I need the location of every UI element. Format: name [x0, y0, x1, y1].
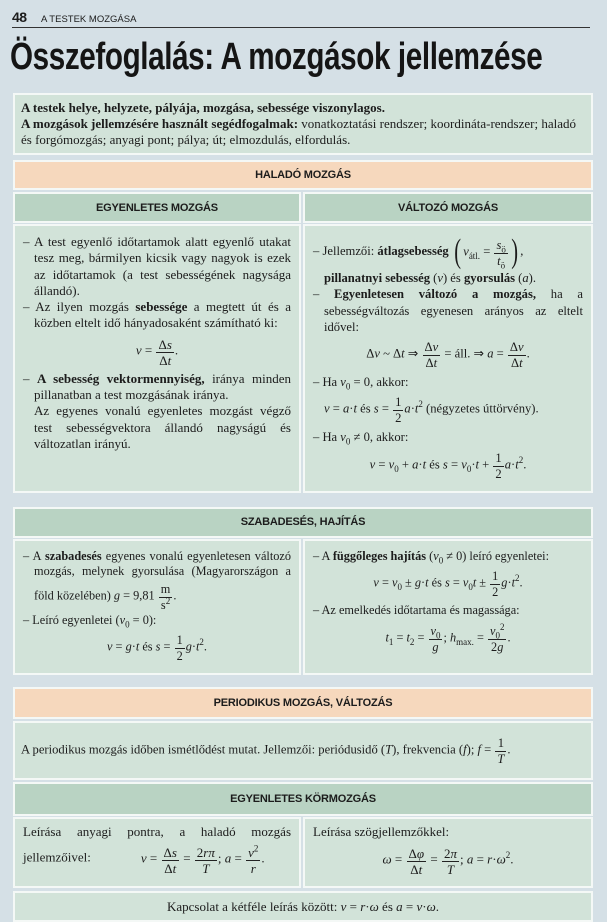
superscript: 2	[505, 849, 511, 860]
math-variable: g	[414, 575, 422, 590]
subscript: 0	[495, 630, 500, 641]
list-item: – Jellemzői: átlagsebesség ( $v_{átl.}$ = $\frac{s_ö}{t_ö}$ ) ,	[313, 234, 583, 270]
denominator: $s^2$	[160, 595, 171, 612]
math-variable: a	[343, 401, 350, 416]
math-variable: a	[504, 457, 512, 472]
math-variable: g	[185, 639, 192, 654]
superscript: 2	[518, 454, 524, 465]
kormozgas-right	[303, 817, 593, 887]
periodikus-content: A periodikus mozgás időben ismétlődést mutat. Jellemzői: periódusidő (T), frekvencia (f); f = $\frac{1}{T}$ .	[13, 721, 593, 780]
bold-text: gyorsulás	[463, 271, 516, 285]
math-variable: r	[250, 860, 256, 876]
fraction	[156, 335, 173, 368]
numerator: 1	[495, 450, 502, 465]
math-variable: v	[248, 844, 254, 860]
left-paren: (	[454, 233, 461, 270]
math-variable: v	[374, 346, 380, 361]
math-variable: v	[461, 457, 467, 472]
superscript: 2	[514, 573, 520, 584]
subscript: 0	[438, 555, 444, 566]
math-variable: h	[449, 630, 457, 645]
math-variable: t	[515, 457, 519, 472]
list-item: – Leíró egyenletei $(v_0 = 0)$:	[23, 613, 291, 629]
math-variable: t	[195, 639, 200, 654]
fraction	[495, 734, 506, 767]
bold-text: pillanatnyi sebesség	[324, 271, 431, 285]
math-variable: t	[418, 861, 423, 877]
heading-halado-mozgas: HALADÓ MOZGÁS	[13, 160, 593, 190]
math-variable: a	[396, 898, 403, 914]
math-variable: t	[401, 346, 405, 361]
denominator: Δt	[510, 356, 523, 371]
paragraph: Leírása anyagi pontra, a haladó mozgás jellemzőivel:	[23, 824, 291, 865]
formula: v = $\frac{\Delta s}{\Delta t}$ .	[135, 336, 179, 368]
bold-text: szabadesés	[44, 548, 102, 563]
math-variable: rπ	[203, 844, 215, 860]
numerator: 1	[492, 569, 499, 584]
fraction	[494, 236, 507, 269]
denominator: 2	[492, 585, 499, 600]
paragraph: Az egyenes vonalú egyenletes mozgást végző test sebességvektora állandó nagyságú és változatlan irányú.	[34, 403, 291, 451]
numerator: Δs	[163, 844, 177, 860]
math-variable: s	[444, 575, 450, 590]
formula: v = g·t és s = $\frac{1}{2}$ $g\cdot t^2$.	[107, 633, 207, 664]
math-variable: a	[404, 401, 411, 416]
math-variable: v	[518, 340, 524, 355]
kormozgas-left	[13, 817, 301, 887]
list-item: – A sebesség vektormennyiség, iránya minden pillanatban a test mozgásának iránya.	[23, 371, 291, 404]
subscript: 0	[345, 381, 351, 392]
list-item: – Az emelkedés időtartama és magassága:	[313, 603, 583, 619]
math-variable: v	[463, 243, 469, 258]
math-variable: ω	[382, 851, 392, 867]
intro-line-1	[21, 100, 585, 116]
subscript: 1	[388, 636, 394, 647]
list-item: – A függőleges hajítás $(v_0 \ne 0)$ leíró egyenletei:	[313, 549, 583, 565]
math-variable: s	[171, 844, 177, 860]
fraction	[195, 843, 217, 876]
numerator	[488, 622, 506, 640]
math-variable: t	[472, 575, 477, 590]
superscript: 2	[418, 399, 423, 410]
list-item: – A test egyenlő időtartamok alatt egyenlő utakat tesz meg, bármilyen kicsik vagy nagyok is ezek az időtartamok (a test sebességének nagysága állandó).	[23, 234, 291, 299]
section-name: A TESTEK MOZGÁSA	[41, 14, 137, 25]
paren-content: $v_{átl.}$ = $\frac{s_ö}{t_ö}$	[463, 237, 506, 271]
heading-periodikus: PERIODIKUS MOZGÁS, VÁLTOZÁS	[13, 687, 593, 719]
math-variable: s	[442, 457, 448, 472]
math-variable: T	[385, 742, 393, 757]
math-variable: v	[324, 401, 330, 416]
content-flow	[13, 93, 593, 922]
bold-text: sebessége	[135, 299, 188, 315]
math-variable: T	[497, 752, 505, 767]
math-variable: a	[466, 851, 474, 867]
heading-valtozo-mozgas: VÁLTOZÓ MOZGÁS	[303, 192, 593, 223]
formula: $v = v_0 + a\cdot t$ és $s = v_0\cdot t$ + $\frac{1}{2}$ $a\cdot t^2$.	[369, 450, 527, 481]
formula: $v = v_0 \pm g\cdot t$ és $s = v_0t$ ± $\frac{1}{2}$ $g\cdot t^2$.	[373, 569, 523, 600]
math-variable: s	[373, 401, 379, 416]
bold-text: A sebesség vektormennyiség,	[36, 370, 205, 386]
math-variable: v	[373, 575, 379, 590]
formula: $t_1 = t_2$ = $\frac{v_0}{g}$ ; $h_{max.}$ = $\frac{v_0^2}{2g}$ .	[385, 621, 511, 654]
math-variable: π	[450, 845, 457, 861]
fraction	[429, 622, 443, 655]
math-variable: t	[385, 630, 389, 645]
denominator	[442, 862, 459, 877]
fraction	[488, 622, 506, 655]
math-variable: t	[511, 575, 515, 590]
running-header	[12, 9, 590, 28]
math-variable: t	[353, 401, 357, 416]
subscript: átl.	[468, 250, 481, 261]
math-variable: t	[497, 253, 501, 268]
superscript: 2	[199, 637, 204, 648]
paragraph: Leírása szögjellemzőkkel:	[313, 824, 450, 840]
denominator	[494, 254, 507, 269]
math-variable: t	[172, 860, 177, 876]
numerator: m	[160, 581, 171, 596]
fraction	[490, 567, 500, 600]
math-variable: v	[432, 340, 439, 355]
formula: v = $\frac{\Delta s}{\Delta t}$ = $\frac{2r\pi}{T}$ ; a = $\frac{v^2}{r}$ .	[140, 843, 265, 876]
fraction	[246, 843, 260, 876]
numerator: 2π	[443, 845, 457, 861]
numerator: 1	[495, 734, 506, 752]
math-variable: v	[107, 639, 113, 654]
denominator	[195, 861, 217, 876]
math-variable: t	[422, 457, 427, 472]
math-variable: T	[202, 860, 210, 876]
denominator: 2	[495, 466, 502, 481]
numerator: Δs	[158, 336, 172, 352]
list-item: – Az ilyen mozgás sebessége a megtett út és a közben eltelt idő hányadosaként számítható ki:	[23, 299, 291, 332]
math-variable: v	[437, 271, 443, 285]
math-variable: v	[388, 457, 395, 472]
subscript: 0	[435, 630, 441, 641]
math-variable: v	[416, 898, 423, 914]
numerator: Δv	[424, 340, 439, 355]
math-variable: g	[501, 575, 508, 590]
subscript: 0	[466, 463, 472, 474]
math-variable: φ	[416, 845, 425, 861]
subscript: ö	[500, 260, 506, 271]
valtozo-mozgas-content	[303, 224, 593, 493]
halado-content	[13, 224, 593, 493]
subscript: 0	[394, 463, 399, 474]
denominator: Δt	[164, 860, 177, 876]
subscript: 0	[468, 582, 473, 593]
page-title: Összefoglalás: A mozgások jellemzése	[10, 36, 543, 78]
list-item: – A szabadesés egyenes vonalú egyenletesen változó mozgás, melynek gyorsulása (Magyarországon a föld közelében) g = 9,81 $\frac{m}{s^2}$ .	[23, 549, 291, 613]
math-variable: v	[119, 612, 126, 627]
bold-text: átlagsebesség	[377, 243, 449, 258]
math-variable: v	[340, 898, 347, 914]
heading-egyenletes-mozgas: EGYENLETES MOZGÁS	[13, 192, 301, 223]
math-variable: g	[432, 639, 439, 654]
math-variable: ω	[426, 898, 436, 914]
fraction	[442, 844, 459, 877]
math-variable: t	[425, 575, 429, 590]
math-variable: r	[360, 898, 366, 914]
fraction	[175, 631, 185, 664]
heading-kormozgas: EGYENLETES KÖRMOZGÁS	[13, 782, 593, 816]
fraction	[508, 338, 526, 371]
paragraph: pillanatnyi sebesség (v) és gyorsulás (a).	[324, 271, 537, 285]
numerator: 1	[395, 395, 402, 410]
heading-szabadeses: SZABADESÉS, HAJÍTÁS	[13, 507, 593, 538]
superscript: 2	[253, 843, 259, 854]
math-variable: a	[487, 346, 494, 361]
formula: v = a·t és s = $\frac{1}{2}$ $a\cdot t^2$ (négyzetes úttörvény).	[324, 395, 539, 426]
bold-text: A testek helye, helyzete, pályája, mozgása, sebessége viszonylagos.	[21, 100, 385, 115]
denominator	[495, 752, 506, 767]
math-variable: g	[125, 639, 132, 654]
math-variable: t	[167, 352, 172, 368]
szabadeses-content	[13, 539, 593, 676]
intro-line-2: A mozgások jellemzésére használt segédfogalmak: vonatkoztatási rendszer; koordináta-rendszer; haladó és forgómozgás; anyagi pont; pálya; út; elmozdulás, elfordulás.	[21, 116, 576, 147]
math-variable: g	[497, 639, 504, 654]
kapcsolat-box: Kapcsolat a kétféle leírás között: v = r·ω és a = v·ω.	[13, 891, 593, 922]
math-variable: t	[414, 401, 419, 416]
szabadeses-right	[303, 539, 593, 676]
math-variable: t	[135, 639, 140, 654]
subscript: 0	[125, 619, 130, 630]
math-variable: a	[224, 850, 232, 866]
numerator	[246, 843, 260, 861]
math-variable: f	[463, 742, 467, 757]
numerator: 2rπ	[196, 844, 215, 860]
intro-box	[13, 93, 593, 155]
bold-text: Egyenletesen változó a mozgás,	[334, 287, 537, 302]
math-variable: g	[113, 588, 121, 603]
subscript: max.	[456, 636, 474, 647]
math-variable: v	[140, 850, 147, 866]
bold-text: A mozgások jellemzésére használt segédfogalmak:	[21, 116, 299, 131]
denominator: 2g	[491, 639, 504, 654]
math-variable: v	[135, 342, 142, 358]
denominator: 2	[395, 411, 402, 426]
denominator: Δt	[410, 861, 423, 877]
denominator: 2	[176, 649, 183, 664]
denominator: Δt	[159, 352, 172, 368]
subscript: 0	[345, 437, 351, 447]
parenthesized-expression	[452, 234, 520, 270]
math-variable: f	[477, 742, 481, 757]
list-item: – Egyenletesen változó a mozgás, ha a sebességváltozás egyenesen arányos az eltelt idővel:	[313, 286, 583, 335]
math-variable: a	[412, 457, 419, 472]
list-item: – Ha $v_0 = 0$, akkor:	[313, 374, 583, 390]
denominator	[429, 640, 443, 655]
halado-headings	[13, 192, 593, 223]
math-variable: v	[462, 575, 469, 590]
formula: ω = $\frac{\Delta\varphi}{\Delta t}$ = $\frac{2\pi}{T}$ ; $a = r\cdot\omega^2$.	[382, 845, 514, 877]
math-variable: v	[369, 457, 376, 472]
subscript: ö	[501, 244, 506, 255]
right-paren: )	[511, 233, 518, 270]
math-variable: v	[433, 548, 439, 563]
superscript: 2	[499, 621, 505, 632]
math-variable: ω	[369, 898, 379, 914]
superscript: 2	[165, 595, 171, 606]
math-variable: v	[391, 575, 398, 590]
szabadeses-left	[13, 539, 301, 676]
math-variable: ω	[496, 851, 506, 867]
numerator	[429, 622, 443, 640]
fraction	[393, 393, 403, 426]
numerator: Δφ	[408, 845, 425, 861]
math-variable: t	[406, 630, 410, 645]
math-variable: s	[155, 639, 161, 654]
subscript: 2	[409, 636, 415, 647]
denominator	[246, 861, 260, 876]
math-variable: t	[519, 356, 523, 371]
math-variable: T	[446, 861, 455, 877]
bold-text: függőleges hajítás	[332, 548, 427, 563]
math-variable: v	[340, 430, 346, 445]
fraction	[162, 843, 179, 876]
kormozgas-content	[13, 817, 593, 887]
math-variable: t	[475, 457, 480, 472]
math-variable: v	[489, 623, 496, 638]
fraction	[407, 844, 427, 877]
subscript: 0	[397, 582, 402, 593]
page-number: 48	[12, 9, 27, 25]
numerator: Δv	[509, 340, 524, 355]
math-variable: v	[430, 623, 436, 638]
list-item: – Ha $v_0 \ne 0$, akkor:	[313, 429, 583, 445]
math-variable: s	[496, 237, 502, 252]
math-variable: a	[522, 271, 529, 285]
math-variable: t	[433, 356, 438, 371]
fraction	[493, 449, 503, 482]
fraction	[159, 580, 173, 613]
math-variable: v	[340, 375, 346, 390]
numerator: 1	[176, 633, 183, 648]
denominator: Δt	[425, 356, 438, 371]
fraction	[423, 338, 441, 371]
math-variable: s	[166, 336, 172, 352]
egyenletes-mozgas-content	[13, 224, 301, 493]
math-variable: r	[487, 851, 493, 867]
numerator	[494, 236, 507, 254]
formula: Δv ~ Δt ⇒ $\frac{\Delta v}{\Delta t}$ = áll. ⇒ a = $\frac{\Delta v}{\Delta t}$ .	[366, 340, 530, 371]
